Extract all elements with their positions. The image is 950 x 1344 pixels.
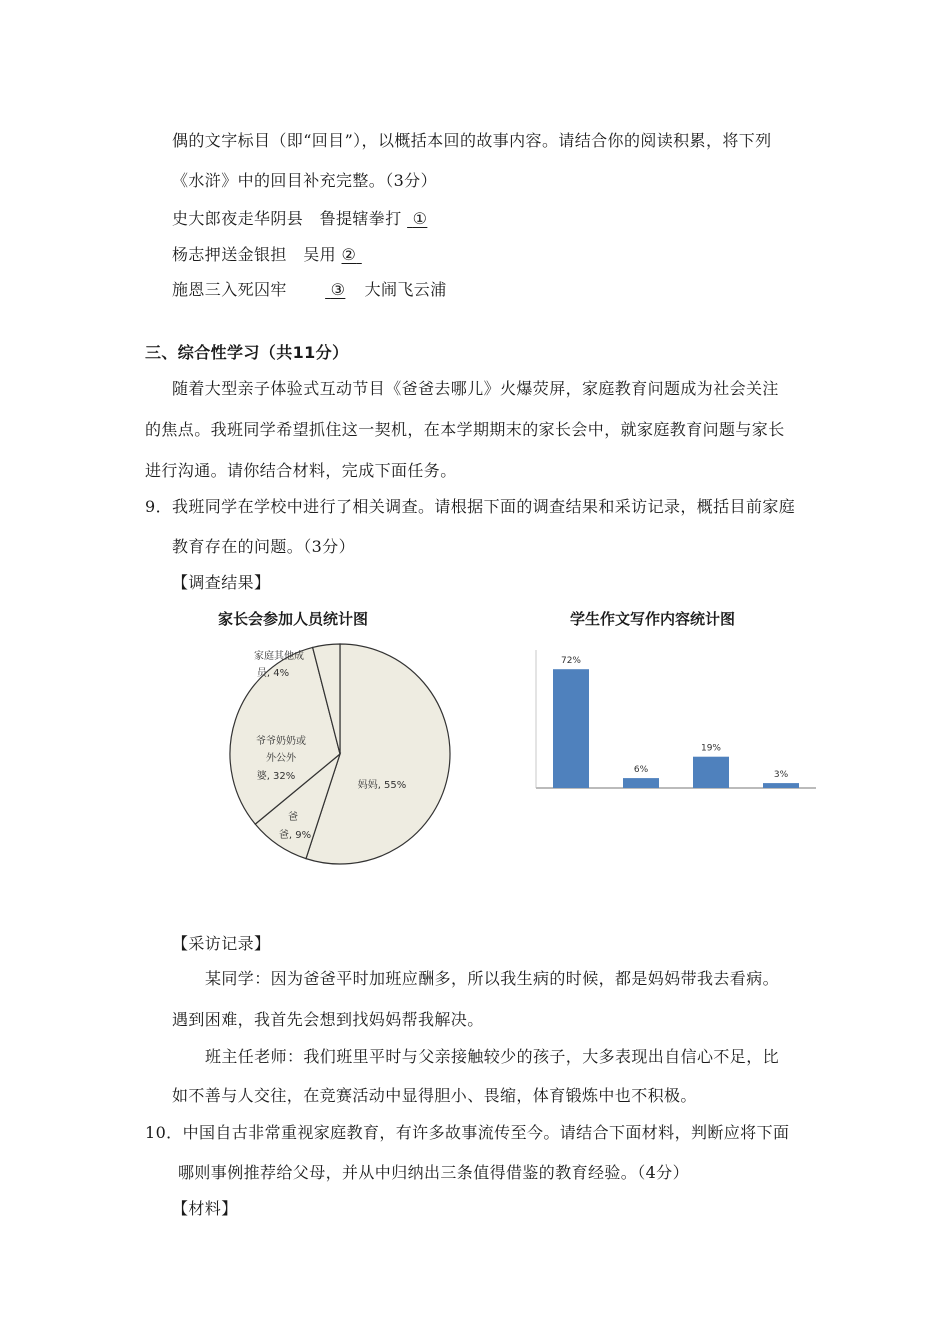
bar — [553, 669, 589, 788]
q10-number: 10． — [145, 1123, 183, 1142]
q10-line-1 — [145, 1120, 789, 1143]
bar-chart — [518, 640, 838, 825]
q9-number: 9． — [145, 497, 172, 516]
pie-slice-label: 婆, 32% — [256, 771, 296, 782]
reading-blank-1[interactable] — [407, 209, 465, 228]
student-quote-2: 遇到困难，我首先会想到找妈妈帮我解决。 — [172, 1010, 484, 1029]
q9-text-1: 我班同学在学校中进行了相关调查。请根据下面的调查结果和采访记录，概括目前家庭 — [171, 497, 796, 516]
bar — [763, 783, 799, 788]
blank-1-marker: ① — [412, 209, 428, 228]
reading-line-2: 《水浒》中的回目补充完整。（3分） — [172, 171, 437, 190]
reading-item-3 — [172, 277, 447, 300]
bar — [623, 778, 659, 788]
bar-data-label: 19% — [700, 743, 722, 754]
interview-label: 【采访记录】 — [172, 934, 271, 953]
reading-item-3-text: 大闹飞云浦 — [364, 280, 447, 299]
reading-item-1-text: 史大郎夜走华阴县 鲁提辖拳打 — [172, 209, 402, 228]
pie-chart — [222, 642, 462, 872]
pie-slice-label: 外公外 — [266, 753, 296, 764]
reading-item-3-prefix: 施恩三入死囚牢 — [172, 280, 320, 299]
survey-label: 【调查结果】 — [172, 573, 271, 592]
bar-data-label: 72% — [560, 656, 582, 667]
q10-line-2: 哪则事例推荐给父母，并从中归纳出三条值得借鉴的教育经验。（4分） — [178, 1163, 689, 1182]
bar-data-label: 6% — [633, 765, 649, 776]
reading-blank-3[interactable] — [325, 280, 359, 299]
pie-slice-label: 爸, 9% — [278, 830, 312, 841]
blank-2-marker: ② — [341, 245, 357, 264]
reading-item-2-text: 杨志押送金银担 吴用 — [172, 245, 337, 264]
section-3-intro-3: 进行沟通。请你结合材料，完成下面任务。 — [145, 461, 457, 480]
bar-data-label: 3% — [773, 770, 789, 781]
pie-slice-label: 爸 — [288, 812, 298, 823]
section-3-title: 三、综合性学习（共11分） — [145, 343, 349, 362]
teacher-quote-2: 如不善与人交往，在竞赛活动中显得胆小、畏缩，体育锻炼中也不积极。 — [172, 1086, 697, 1105]
pie-slice-label: 妈妈, 55% — [357, 780, 407, 791]
section-3-intro-1: 随着大型亲子体验式互动节目《爸爸去哪儿》火爆荧屏，家庭教育问题成为社会关注 — [172, 379, 779, 398]
material-label: 【材料】 — [172, 1199, 238, 1218]
reading-item-1 — [172, 206, 465, 229]
bar — [693, 757, 729, 788]
pie-slice-label: 爷爷奶奶或 — [256, 736, 306, 747]
teacher-quote-1: 班主任老师：我们班里平时与父亲接触较少的孩子，大多表现出自信心不足，比 — [205, 1047, 780, 1066]
reading-blank-2[interactable] — [342, 245, 376, 264]
reading-line-1: 偶的文字标目（即“回目”），以概括本回的故事内容。请结合你的阅读积累，将下列 — [172, 131, 772, 150]
pie-slice-label: 员, 4% — [256, 668, 290, 679]
pie-slice-label: 家庭其他成 — [254, 651, 304, 662]
bar-chart-title: 学生作文写作内容统计图 — [570, 610, 736, 628]
student-quote-1: 某同学：因为爸爸平时加班应酬多，所以我生病的时候，都是妈妈带我去看病。 — [205, 969, 780, 988]
q10-text-1: 中国自古非常重视家庭教育，有许多故事流传至今。请结合下面材料，判断应将下面 — [182, 1123, 790, 1142]
pie-chart-title: 家长会参加人员统计图 — [218, 610, 369, 628]
section-3-intro-2: 的焦点。我班同学希望抓住这一契机，在本学期期末的家长会中，就家庭教育问题与家长 — [145, 420, 785, 439]
q9-line-2: 教育存在的问题。（3分） — [172, 537, 355, 556]
q9-line-1 — [145, 494, 795, 517]
reading-item-2 — [172, 242, 376, 265]
blank-3-marker: ③ — [330, 280, 346, 299]
